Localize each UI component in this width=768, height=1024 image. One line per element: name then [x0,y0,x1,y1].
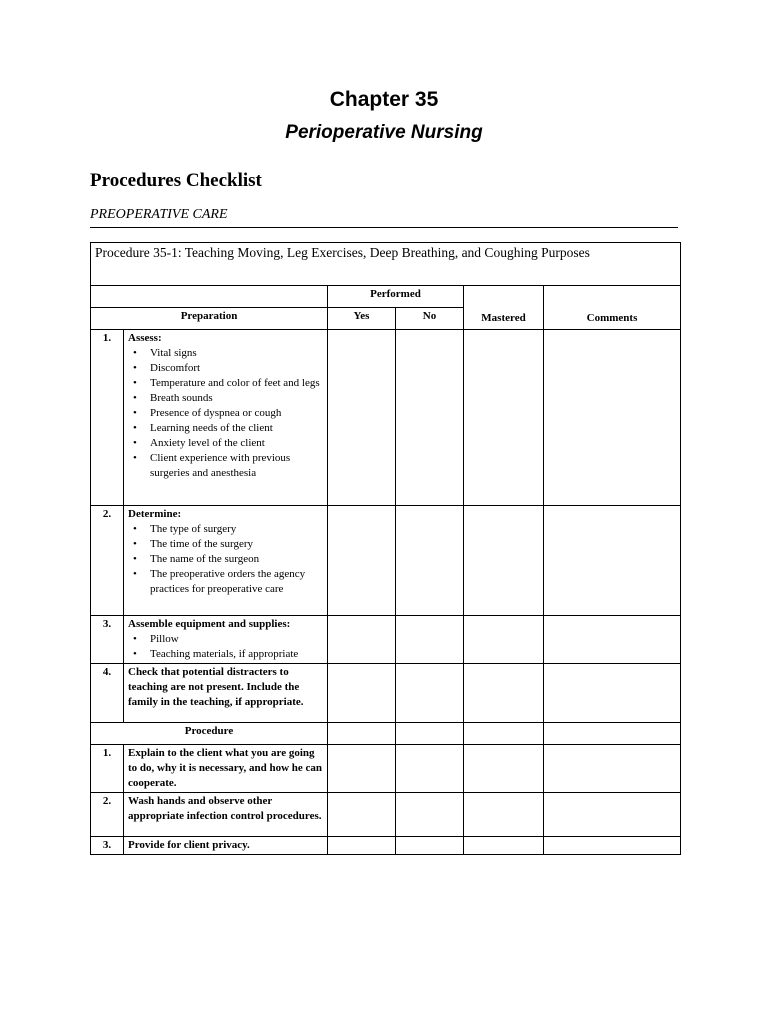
step-content [124,793,328,837]
procedure-step-mastered-cell [464,793,544,837]
procedure-label-comments-cell [544,723,681,745]
step-number: 4. [91,664,124,723]
procedure-step-mastered-cell [464,837,544,855]
preparation-step-mastered-cell [464,616,544,664]
step-number: 2. [91,506,124,616]
step-content [124,745,328,793]
procedure-step-row [91,745,681,793]
comments-header: Comments [544,286,681,330]
preparation-step-yes-cell [328,330,396,506]
procedure-step-yes-cell [328,837,396,855]
step-bullet: • The name of the surgeon [128,552,323,567]
step-bullet: • Learning needs of the client [128,421,323,436]
preparation-step-comments-cell [544,664,681,723]
preparation-step-no-cell [396,616,464,664]
step-title: Assemble equipment and supplies: [128,618,291,630]
header-row-top [91,286,681,308]
step-bullet: • Presence of dyspnea or cough [128,406,323,421]
step-bullet: • Client experience with previous surgeries and anesthesia [128,451,323,481]
preparation-step-yes-cell [328,506,396,616]
step-content [124,616,328,664]
step-title: Check that potential distracters to teaching are not present. Include the family in the teaching, if appropriate. [128,666,304,708]
section-divider [90,227,678,228]
step-bullet: • Discomfort [128,361,323,376]
procedure-step-no-cell [396,793,464,837]
procedure-label-yes-cell [328,723,396,745]
preparation-step-yes-cell [328,616,396,664]
step-title: Explain to the client what you are going to do, why it is necessary, and how he can cooperate. [128,747,323,789]
step-title: Provide for client privacy. [128,839,250,851]
no-header: No [396,308,464,330]
chapter-title: Chapter 35 [329,88,439,111]
step-bullet: • The type of surgery [128,522,323,537]
procedure-title: Procedure 35-1: Teaching Moving, Leg Exercises, Deep Breathing, and Coughing Purposes [91,243,681,286]
step-content [124,837,328,855]
procedure-step-comments-cell [544,745,681,793]
preparation-step-mastered-cell [464,506,544,616]
procedure-step-yes-cell [328,745,396,793]
preparation-step-row [91,664,681,723]
step-number: 1. [91,745,124,793]
step-title: Determine: [128,508,182,520]
procedure-step-no-cell [396,837,464,855]
preparation-step-row [91,330,681,506]
yes-header: Yes [328,308,396,330]
step-bullet: • Pillow [128,632,323,647]
subsection-title: PREOPERATIVE CARE [90,207,228,222]
step-number: 3. [91,837,124,855]
step-bullet: • The time of the surgery [128,537,323,552]
procedure-step-row [91,837,681,855]
procedure-step-row [91,793,681,837]
procedures-checklist-table [90,242,681,855]
procedure-label-no-cell [396,723,464,745]
preparation-step-no-cell [396,330,464,506]
preparation-step-no-cell [396,506,464,616]
step-bullet-list [128,632,323,662]
preparation-step-no-cell [396,664,464,723]
step-bullet: • Breath sounds [128,391,323,406]
procedure-label: Procedure [91,723,328,745]
procedure-step-comments-cell [544,837,681,855]
step-bullet: • Teaching materials, if appropriate [128,647,323,662]
step-title: Wash hands and observe other appropriate infection control procedures. [128,795,322,822]
preparation-step-yes-cell [328,664,396,723]
section-title: Procedures Checklist [90,170,262,191]
preparation-step-comments-cell [544,616,681,664]
step-bullet: • Anxiety level of the client [128,436,323,451]
step-content [124,506,328,616]
procedure-step-yes-cell [328,793,396,837]
step-number: 3. [91,616,124,664]
preparation-step-mastered-cell [464,664,544,723]
performed-header: Performed [328,286,464,308]
procedure-title-row [91,243,681,286]
step-title: Assess: [128,332,162,344]
step-bullet: • Vital signs [128,346,323,361]
procedure-step-no-cell [396,745,464,793]
step-bullet: • Temperature and color of feet and legs [128,376,323,391]
step-bullet-list [128,522,323,597]
procedure-label-mastered-cell [464,723,544,745]
procedure-step-mastered-cell [464,745,544,793]
preparation-step-comments-cell [544,330,681,506]
step-content [124,664,328,723]
step-number: 2. [91,793,124,837]
preparation-step-row [91,616,681,664]
procedure-step-comments-cell [544,793,681,837]
preparation-header: Preparation [91,308,328,330]
step-content [124,330,328,506]
procedure-label-row [91,723,681,745]
preparation-step-mastered-cell [464,330,544,506]
step-number: 1. [91,330,124,506]
preparation-step-comments-cell [544,506,681,616]
step-bullet-list [128,346,323,481]
header-blank-cell [91,286,328,308]
chapter-subtitle: Perioperative Nursing [285,122,483,143]
step-bullet: • The preoperative orders the agency practices for preoperative care [128,567,323,597]
mastered-header: Mastered [464,286,544,330]
preparation-step-row [91,506,681,616]
